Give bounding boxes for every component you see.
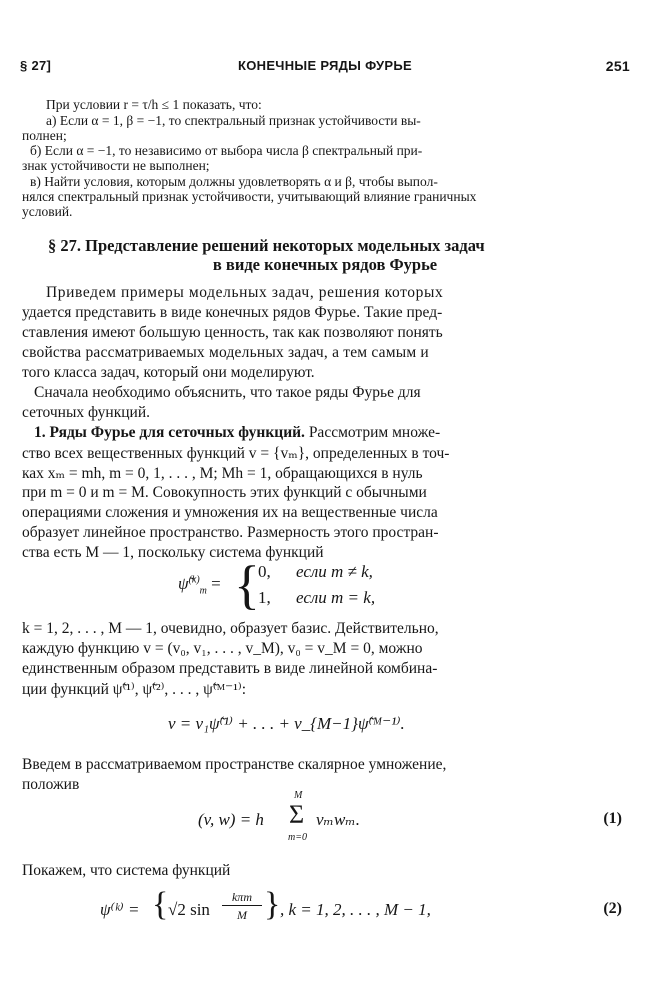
equation-number-2: (2) [603, 900, 622, 917]
running-title: КОНЕЧНЫЕ РЯДЫ ФУРЬЕ [237, 58, 412, 73]
basis-sub: m [199, 585, 207, 597]
exercise-item-c-cont: нялся спектральный признак устойчивости, учитывающий влияние граничных [22, 189, 477, 204]
sum-sign: Σ [289, 800, 305, 829]
equation-number-1: (1) [603, 810, 622, 827]
basis-case-1-condition: если m ≠ k, [296, 562, 373, 581]
scalar-rhs: vₘwₘ. [316, 810, 360, 829]
section-title: § 27. Представление решений некоторых модельных задач [48, 236, 485, 255]
paragraph-1-line: того класса задач, который они моделируют. [22, 364, 315, 381]
basis-sup: (k) [188, 574, 200, 586]
right-brace: } [264, 886, 281, 923]
paragraph-6: Покажем, что система функций [22, 862, 231, 879]
subsection-heading: 1. Ряды Фурье для сеточных функций. [34, 424, 305, 441]
paragraph-4-line: единственным образом представить в виде линейной комбина- [22, 660, 438, 677]
fraction-denominator: M [237, 908, 247, 922]
paragraph-1-line: свойства рассматриваемых модельных задач, а тем самым и [22, 344, 429, 361]
page-number: 251 [605, 58, 630, 74]
header-section-ref: § 27] [20, 58, 52, 73]
paragraph-3-line: Рассмотрим множе- [304, 424, 441, 441]
basis-formula: ψ̃$^{(k)}_m$ = { 0, если m ≠ k, 1, если m = k, [178, 555, 376, 615]
system-sqrt: √2 sin [168, 900, 210, 919]
exercise-item-b-cont: знак устойчивости не выполнен; [22, 158, 210, 173]
paragraph-1-line: удается представить в виде конечных рядов Фурье. Такие пред- [22, 304, 443, 321]
left-brace: { [152, 886, 169, 923]
exercise-intro: При условии r = τ/h ≤ 1 показать, что: [46, 97, 262, 112]
paragraph-4-line: ции функций ψ̃⁽¹⁾, ψ̃⁽²⁾, . . . , ψ̃⁽ᴹ⁻¹⁾: [22, 681, 247, 698]
paragraph-5: Введем в рассматриваемом пространстве скалярное умножение, [22, 756, 447, 773]
exercise-item-c-end: условий. [22, 204, 73, 219]
exercise-item-b: б) Если α = −1, то независимо от выбора числа β спектральный при- [30, 143, 423, 158]
paragraph-2: Сначала необходимо объяснить, что такое ряды Фурье для [34, 384, 421, 401]
system-formula [100, 888, 480, 932]
sum-lower-limit: m=0 [288, 832, 307, 843]
paragraph-3-line: ство всех вещественных функций v = {vₘ}, определенных в точ- [22, 445, 450, 462]
sum-upper-limit: M [294, 790, 303, 801]
basis-case-2-value: 1, [258, 588, 271, 607]
paragraph-2-line: сеточных функций. [22, 404, 150, 421]
system-rest: , k = 1, 2, . . . , M − 1, [280, 900, 431, 919]
exercise-item-a: а) Если α = 1, β = −1, то спектральный признак устойчивости вы- [46, 113, 421, 128]
paragraph-3-line: операциями сложения и умножения их на вещественные числа [22, 504, 438, 521]
paragraph-3-line: ства есть M — 1, поскольку система функций [22, 544, 324, 561]
exercise-item-a-cont: полнен; [22, 128, 67, 143]
left-brace: { [234, 555, 260, 615]
basis-lhs: ψ̃ [178, 574, 189, 593]
scalar-product-formula [198, 790, 398, 846]
paragraph-3-line: при m = 0 и m = M. Совокупность этих функций с обычными [22, 484, 427, 501]
system-lhs: ψ⁽ᵏ⁾ = [100, 900, 140, 919]
paragraph-1: Приведем примеры модельных задач, решения которых [46, 284, 444, 301]
paragraph-3 [34, 424, 440, 442]
paragraph-3-line: образует линейное пространство. Размерность этого простран- [22, 524, 439, 541]
paragraph-3-line: ках xₘ = mh, m = 0, 1, . . . , M; Mh = 1, обращающихся в нуль [22, 465, 423, 482]
exercise-item-c: в) Найти условия, которым должны удовлетворять α и β, чтобы выпол- [30, 174, 438, 189]
paragraph-4: k = 1, 2, . . . , M — 1, очевидно, образует базис. Действительно, [22, 620, 439, 637]
paragraph-1-line: ставления имеют большую ценность, так как позволяют понять [22, 324, 443, 341]
expansion-formula: v = v₁ψ̃⁽¹⁾ + . . . + v_{M−1}ψ̃⁽ᴹ⁻¹⁾. [168, 714, 405, 733]
section-title-cont: в виде конечных рядов Фурье [212, 255, 438, 274]
basis-case-2-condition: если m = k, [296, 588, 376, 607]
paragraph-5-line: положив [22, 776, 80, 793]
fraction-numerator: kπm [222, 890, 262, 906]
basis-case-1-value: 0, [258, 562, 271, 581]
scalar-lhs: (v, w) = h [198, 810, 264, 829]
paragraph-4-line: каждую функцию v = (v₀, v₁, . . . , v_M), v₀ = v_M = 0, можно [22, 640, 423, 657]
